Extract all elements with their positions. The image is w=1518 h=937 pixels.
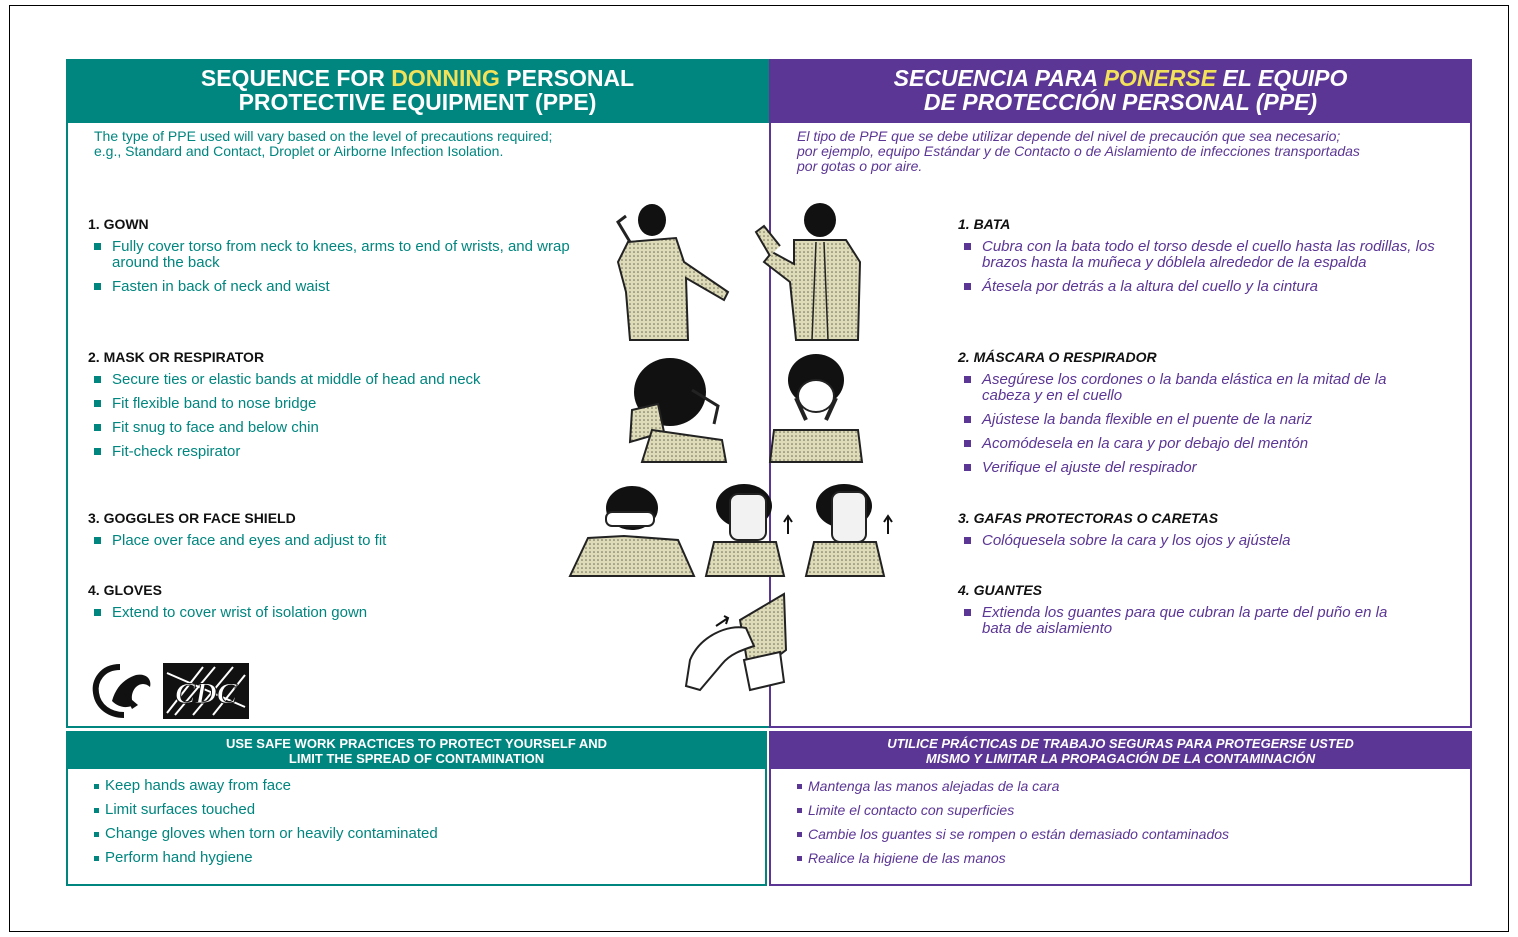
list-item: Fit-check respirator [90, 444, 560, 460]
spanish-intro: El tipo de PPE que se debe utilizar depende del nivel de precaución que sea necesario; por ejemplo, equipo Estándar y de Contacto o de Aislamiento de infecciones transportadas por gotas o por aire. [797, 128, 1360, 174]
list-item: Cambie los guantes si se rompen o están demasiado contaminados [795, 826, 1470, 842]
spanish-section-mascara-list [960, 372, 1435, 484]
gloves-illustration-icon [680, 590, 790, 700]
list-item: Limit surfaces touched [92, 802, 765, 818]
hhs-logo-icon [90, 661, 158, 719]
list-item: Colóquesela sobre la cara y los ojos y ajústela [960, 533, 1435, 549]
english-section-goggles-title: 3. GOGGLES OR FACE SHIELD [88, 510, 296, 526]
english-section-gloves-list [90, 605, 560, 629]
face-shield-adjust-illustration-icon [800, 478, 895, 578]
list-item: Acomódesela en la cara y por debajo del mentón [960, 436, 1435, 452]
list-item: Fit flexible band to nose bridge [90, 396, 560, 412]
spanish-section-bata-list [960, 239, 1435, 303]
english-section-mask-list [90, 372, 560, 468]
spanish-panel [769, 59, 1472, 728]
face-shield-illustration-icon [700, 478, 795, 578]
english-section-mask-title: 2. MASK OR RESPIRATOR [88, 349, 265, 365]
cdc-logo-icon [163, 663, 249, 719]
list-item: Fit snug to face and below chin [90, 420, 560, 436]
spanish-section-mascara-title: 2. MÁSCARA O RESPIRADOR [958, 349, 1157, 365]
list-item: Keep hands away from face [92, 778, 765, 794]
list-item: Extend to cover wrist of isolation gown [90, 605, 560, 621]
list-item: Verifique el ajuste del respirador [960, 460, 1435, 476]
spanish-section-gafas-title: 3. GAFAS PROTECTORAS O CARETAS [958, 510, 1219, 526]
goggles-illustration-icon [568, 478, 698, 578]
spanish-section-gafas-list [960, 533, 1435, 557]
english-safe-practices-title: USE SAFE WORK PRACTICES TO PROTECT YOURSELF AND LIMIT THE SPREAD OF CONTAMINATION [68, 733, 765, 769]
english-section-gown-list [90, 239, 570, 303]
english-safe-practices-box [66, 731, 767, 886]
spanish-safe-practices-box [769, 731, 1472, 886]
english-section-gown-title: 1. GOWN [88, 216, 149, 232]
list-item: Place over face and eyes and adjust to fit [90, 533, 560, 549]
gown-back-illustration-icon [750, 202, 880, 342]
svg-text:CDC: CDC [175, 677, 237, 710]
list-item: Asegúrese los cordones o la banda elástica en la mitad de la cabeza y en el cuello [960, 372, 1435, 404]
list-item: Fully cover torso from neck to knees, arms to end of wrists, and wrap around the back [90, 239, 570, 271]
spanish-section-guantes-title: 4. GUANTES [958, 582, 1043, 598]
list-item: Ajústese la banda flexible en el puente de la nariz [960, 412, 1435, 428]
list-item: Perform hand hygiene [92, 850, 765, 866]
english-section-goggles-list [90, 533, 560, 557]
spanish-title: SECUENCIA PARA PONERSE EL EQUIPO DE PROTECCIÓN PERSONAL (PPE) [769, 59, 1472, 123]
english-section-gloves-title: 4. GLOVES [88, 582, 162, 598]
list-item: Cubra con la bata todo el torso desde el cuello hasta las rodillas, los brazos hasta la muñeca y dóblela alrededor de la espalda [960, 239, 1435, 271]
list-item: Change gloves when torn or heavily contaminated [92, 826, 765, 842]
list-item: Realice la higiene de las manos [795, 850, 1470, 866]
english-intro: The type of PPE used will vary based on the level of precautions required; e.g., Standard and Contact, Droplet or Airborne Infection Isolation. [94, 128, 553, 159]
spanish-section-guantes-list [960, 605, 1420, 645]
list-item: Extienda los guantes para que cubran la parte del puño en la bata de aislamiento [960, 605, 1420, 637]
list-item: Limite el contacto con superficies [795, 802, 1470, 818]
list-item: Fasten in back of neck and waist [90, 279, 570, 295]
english-title: SEQUENCE FOR DONNING PERSONAL PROTECTIVE EQUIPMENT (PPE) [66, 59, 769, 123]
spanish-safe-practices-list [771, 769, 1470, 866]
english-title-highlight: DONNING [391, 65, 500, 91]
gown-front-illustration-icon [608, 202, 738, 342]
mask-fit-illustration-icon [766, 350, 866, 465]
spanish-title-highlight: PONERSE [1103, 65, 1217, 91]
list-item: Mantenga las manos alejadas de la cara [795, 778, 1470, 794]
list-item: Átesela por detrás a la altura del cuello y la cintura [960, 279, 1435, 295]
mask-tie-illustration-icon [622, 350, 732, 465]
english-safe-practices-list [68, 769, 765, 866]
spanish-safe-practices-title: UTILICE PRÁCTICAS DE TRABAJO SEGURAS PARA PROTEGERSE USTED MISMO Y LIMITAR LA PROPAGACIÓN DE LA CONTAMINACIÓN [771, 733, 1470, 769]
spanish-section-bata-title: 1. BATA [958, 216, 1011, 232]
list-item: Secure ties or elastic bands at middle of head and neck [90, 372, 560, 388]
